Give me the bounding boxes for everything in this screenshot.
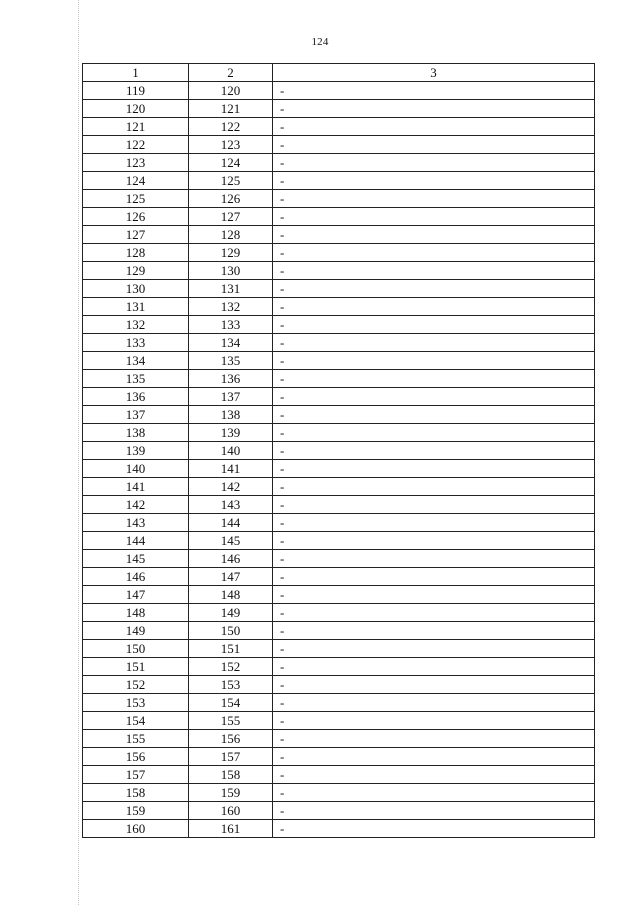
table-row bbox=[83, 424, 595, 442]
table-row bbox=[83, 442, 595, 460]
cell-col-1: 130 bbox=[83, 280, 189, 298]
table-row bbox=[83, 352, 595, 370]
cell-col-2: 148 bbox=[189, 586, 273, 604]
cell-col-1: 123 bbox=[83, 154, 189, 172]
cell-col-3: - bbox=[273, 298, 595, 316]
cell-col-3: - bbox=[273, 352, 595, 370]
cell-col-1: 149 bbox=[83, 622, 189, 640]
cell-col-2: 154 bbox=[189, 694, 273, 712]
cell-col-2: 132 bbox=[189, 298, 273, 316]
cell-col-3: - bbox=[273, 424, 595, 442]
cell-col-3: - bbox=[273, 244, 595, 262]
cell-col-2: 146 bbox=[189, 550, 273, 568]
header-row bbox=[83, 64, 595, 82]
cell-col-2: 153 bbox=[189, 676, 273, 694]
cell-col-1: 135 bbox=[83, 370, 189, 388]
cell-col-1: 145 bbox=[83, 550, 189, 568]
cell-col-2: 140 bbox=[189, 442, 273, 460]
cell-col-2: 138 bbox=[189, 406, 273, 424]
cell-col-2: 147 bbox=[189, 568, 273, 586]
cell-col-2: 145 bbox=[189, 532, 273, 550]
data-table bbox=[82, 63, 595, 838]
table-row bbox=[83, 514, 595, 532]
cell-col-2: 155 bbox=[189, 712, 273, 730]
cell-col-1: 139 bbox=[83, 442, 189, 460]
margin-rule bbox=[78, 0, 79, 905]
cell-col-1: 126 bbox=[83, 208, 189, 226]
cell-col-2: 125 bbox=[189, 172, 273, 190]
cell-col-1: 153 bbox=[83, 694, 189, 712]
cell-col-3: - bbox=[273, 802, 595, 820]
cell-col-3: - bbox=[273, 604, 595, 622]
cell-col-1: 148 bbox=[83, 604, 189, 622]
cell-col-2: 142 bbox=[189, 478, 273, 496]
cell-col-2: 141 bbox=[189, 460, 273, 478]
table-row bbox=[83, 604, 595, 622]
cell-col-1: 125 bbox=[83, 190, 189, 208]
cell-col-3: - bbox=[273, 658, 595, 676]
cell-col-1: 124 bbox=[83, 172, 189, 190]
table-row bbox=[83, 676, 595, 694]
column-header-2: 2 bbox=[189, 64, 273, 82]
cell-col-3: - bbox=[273, 82, 595, 100]
cell-col-3: - bbox=[273, 550, 595, 568]
table-row bbox=[83, 532, 595, 550]
table-row bbox=[83, 694, 595, 712]
cell-col-3: - bbox=[273, 334, 595, 352]
cell-col-2: 136 bbox=[189, 370, 273, 388]
cell-col-2: 127 bbox=[189, 208, 273, 226]
cell-col-3: - bbox=[273, 820, 595, 838]
cell-col-3: - bbox=[273, 370, 595, 388]
table-body bbox=[83, 82, 595, 838]
cell-col-2: 150 bbox=[189, 622, 273, 640]
cell-col-3: - bbox=[273, 712, 595, 730]
cell-col-1: 152 bbox=[83, 676, 189, 694]
cell-col-2: 144 bbox=[189, 514, 273, 532]
cell-col-2: 128 bbox=[189, 226, 273, 244]
table-header bbox=[83, 64, 595, 82]
cell-col-1: 133 bbox=[83, 334, 189, 352]
cell-col-3: - bbox=[273, 784, 595, 802]
cell-col-1: 127 bbox=[83, 226, 189, 244]
cell-col-3: - bbox=[273, 316, 595, 334]
table-row bbox=[83, 370, 595, 388]
cell-col-3: - bbox=[273, 730, 595, 748]
cell-col-3: - bbox=[273, 766, 595, 784]
cell-col-1: 140 bbox=[83, 460, 189, 478]
cell-col-2: 149 bbox=[189, 604, 273, 622]
cell-col-1: 143 bbox=[83, 514, 189, 532]
table-row bbox=[83, 784, 595, 802]
table-row bbox=[83, 496, 595, 514]
table-row bbox=[83, 712, 595, 730]
table-row bbox=[83, 748, 595, 766]
table-row bbox=[83, 154, 595, 172]
cell-col-1: 155 bbox=[83, 730, 189, 748]
cell-col-2: 137 bbox=[189, 388, 273, 406]
cell-col-1: 136 bbox=[83, 388, 189, 406]
cell-col-3: - bbox=[273, 622, 595, 640]
table-row bbox=[83, 208, 595, 226]
cell-col-3: - bbox=[273, 280, 595, 298]
cell-col-2: 139 bbox=[189, 424, 273, 442]
cell-col-2: 121 bbox=[189, 100, 273, 118]
cell-col-1: 159 bbox=[83, 802, 189, 820]
cell-col-3: - bbox=[273, 568, 595, 586]
table-row bbox=[83, 388, 595, 406]
cell-col-1: 137 bbox=[83, 406, 189, 424]
table-row bbox=[83, 316, 595, 334]
cell-col-3: - bbox=[273, 136, 595, 154]
cell-col-2: 120 bbox=[189, 82, 273, 100]
cell-col-2: 152 bbox=[189, 658, 273, 676]
cell-col-1: 119 bbox=[83, 82, 189, 100]
cell-col-2: 133 bbox=[189, 316, 273, 334]
table-row bbox=[83, 586, 595, 604]
cell-col-3: - bbox=[273, 640, 595, 658]
cell-col-2: 151 bbox=[189, 640, 273, 658]
cell-col-1: 158 bbox=[83, 784, 189, 802]
cell-col-2: 160 bbox=[189, 802, 273, 820]
table-row bbox=[83, 136, 595, 154]
table-row bbox=[83, 802, 595, 820]
cell-col-3: - bbox=[273, 100, 595, 118]
table-row bbox=[83, 568, 595, 586]
table-row bbox=[83, 622, 595, 640]
cell-col-1: 129 bbox=[83, 262, 189, 280]
cell-col-3: - bbox=[273, 586, 595, 604]
cell-col-1: 142 bbox=[83, 496, 189, 514]
cell-col-2: 131 bbox=[189, 280, 273, 298]
cell-col-1: 121 bbox=[83, 118, 189, 136]
table-row bbox=[83, 190, 595, 208]
cell-col-1: 147 bbox=[83, 586, 189, 604]
table-row bbox=[83, 334, 595, 352]
table-row bbox=[83, 820, 595, 838]
table-row bbox=[83, 100, 595, 118]
table-row bbox=[83, 280, 595, 298]
cell-col-2: 135 bbox=[189, 352, 273, 370]
table-row bbox=[83, 262, 595, 280]
cell-col-3: - bbox=[273, 208, 595, 226]
cell-col-3: - bbox=[273, 532, 595, 550]
cell-col-2: 124 bbox=[189, 154, 273, 172]
cell-col-1: 131 bbox=[83, 298, 189, 316]
cell-col-2: 123 bbox=[189, 136, 273, 154]
cell-col-2: 156 bbox=[189, 730, 273, 748]
cell-col-1: 134 bbox=[83, 352, 189, 370]
cell-col-1: 128 bbox=[83, 244, 189, 262]
cell-col-3: - bbox=[273, 478, 595, 496]
table-row bbox=[83, 298, 595, 316]
table-row bbox=[83, 172, 595, 190]
column-header-3: 3 bbox=[273, 64, 595, 82]
cell-col-1: 160 bbox=[83, 820, 189, 838]
cell-col-3: - bbox=[273, 460, 595, 478]
cell-col-1: 157 bbox=[83, 766, 189, 784]
cell-col-1: 151 bbox=[83, 658, 189, 676]
cell-col-1: 120 bbox=[83, 100, 189, 118]
cell-col-2: 126 bbox=[189, 190, 273, 208]
cell-col-2: 122 bbox=[189, 118, 273, 136]
cell-col-1: 144 bbox=[83, 532, 189, 550]
table-row bbox=[83, 82, 595, 100]
cell-col-2: 143 bbox=[189, 496, 273, 514]
cell-col-3: - bbox=[273, 172, 595, 190]
table-row bbox=[83, 766, 595, 784]
cell-col-3: - bbox=[273, 406, 595, 424]
cell-col-2: 158 bbox=[189, 766, 273, 784]
table-row bbox=[83, 478, 595, 496]
cell-col-3: - bbox=[273, 262, 595, 280]
table-row bbox=[83, 460, 595, 478]
cell-col-3: - bbox=[273, 676, 595, 694]
cell-col-2: 129 bbox=[189, 244, 273, 262]
cell-col-2: 134 bbox=[189, 334, 273, 352]
cell-col-3: - bbox=[273, 442, 595, 460]
cell-col-1: 154 bbox=[83, 712, 189, 730]
cell-col-1: 146 bbox=[83, 568, 189, 586]
cell-col-2: 161 bbox=[189, 820, 273, 838]
cell-col-3: - bbox=[273, 226, 595, 244]
cell-col-1: 132 bbox=[83, 316, 189, 334]
table-row bbox=[83, 406, 595, 424]
table-row bbox=[83, 226, 595, 244]
cell-col-3: - bbox=[273, 388, 595, 406]
cell-col-3: - bbox=[273, 694, 595, 712]
cell-col-3: - bbox=[273, 190, 595, 208]
table-row bbox=[83, 244, 595, 262]
cell-col-3: - bbox=[273, 118, 595, 136]
table-row bbox=[83, 658, 595, 676]
cell-col-2: 159 bbox=[189, 784, 273, 802]
cell-col-2: 130 bbox=[189, 262, 273, 280]
cell-col-3: - bbox=[273, 496, 595, 514]
cell-col-1: 141 bbox=[83, 478, 189, 496]
cell-col-1: 138 bbox=[83, 424, 189, 442]
cell-col-1: 122 bbox=[83, 136, 189, 154]
page-number: 124 bbox=[311, 36, 329, 48]
cell-col-3: - bbox=[273, 748, 595, 766]
table-row bbox=[83, 550, 595, 568]
table-row bbox=[83, 730, 595, 748]
table-row bbox=[83, 118, 595, 136]
cell-col-1: 156 bbox=[83, 748, 189, 766]
cell-col-1: 150 bbox=[83, 640, 189, 658]
column-header-1: 1 bbox=[83, 64, 189, 82]
cell-col-3: - bbox=[273, 514, 595, 532]
cell-col-3: - bbox=[273, 154, 595, 172]
cell-col-2: 157 bbox=[189, 748, 273, 766]
table-row bbox=[83, 640, 595, 658]
